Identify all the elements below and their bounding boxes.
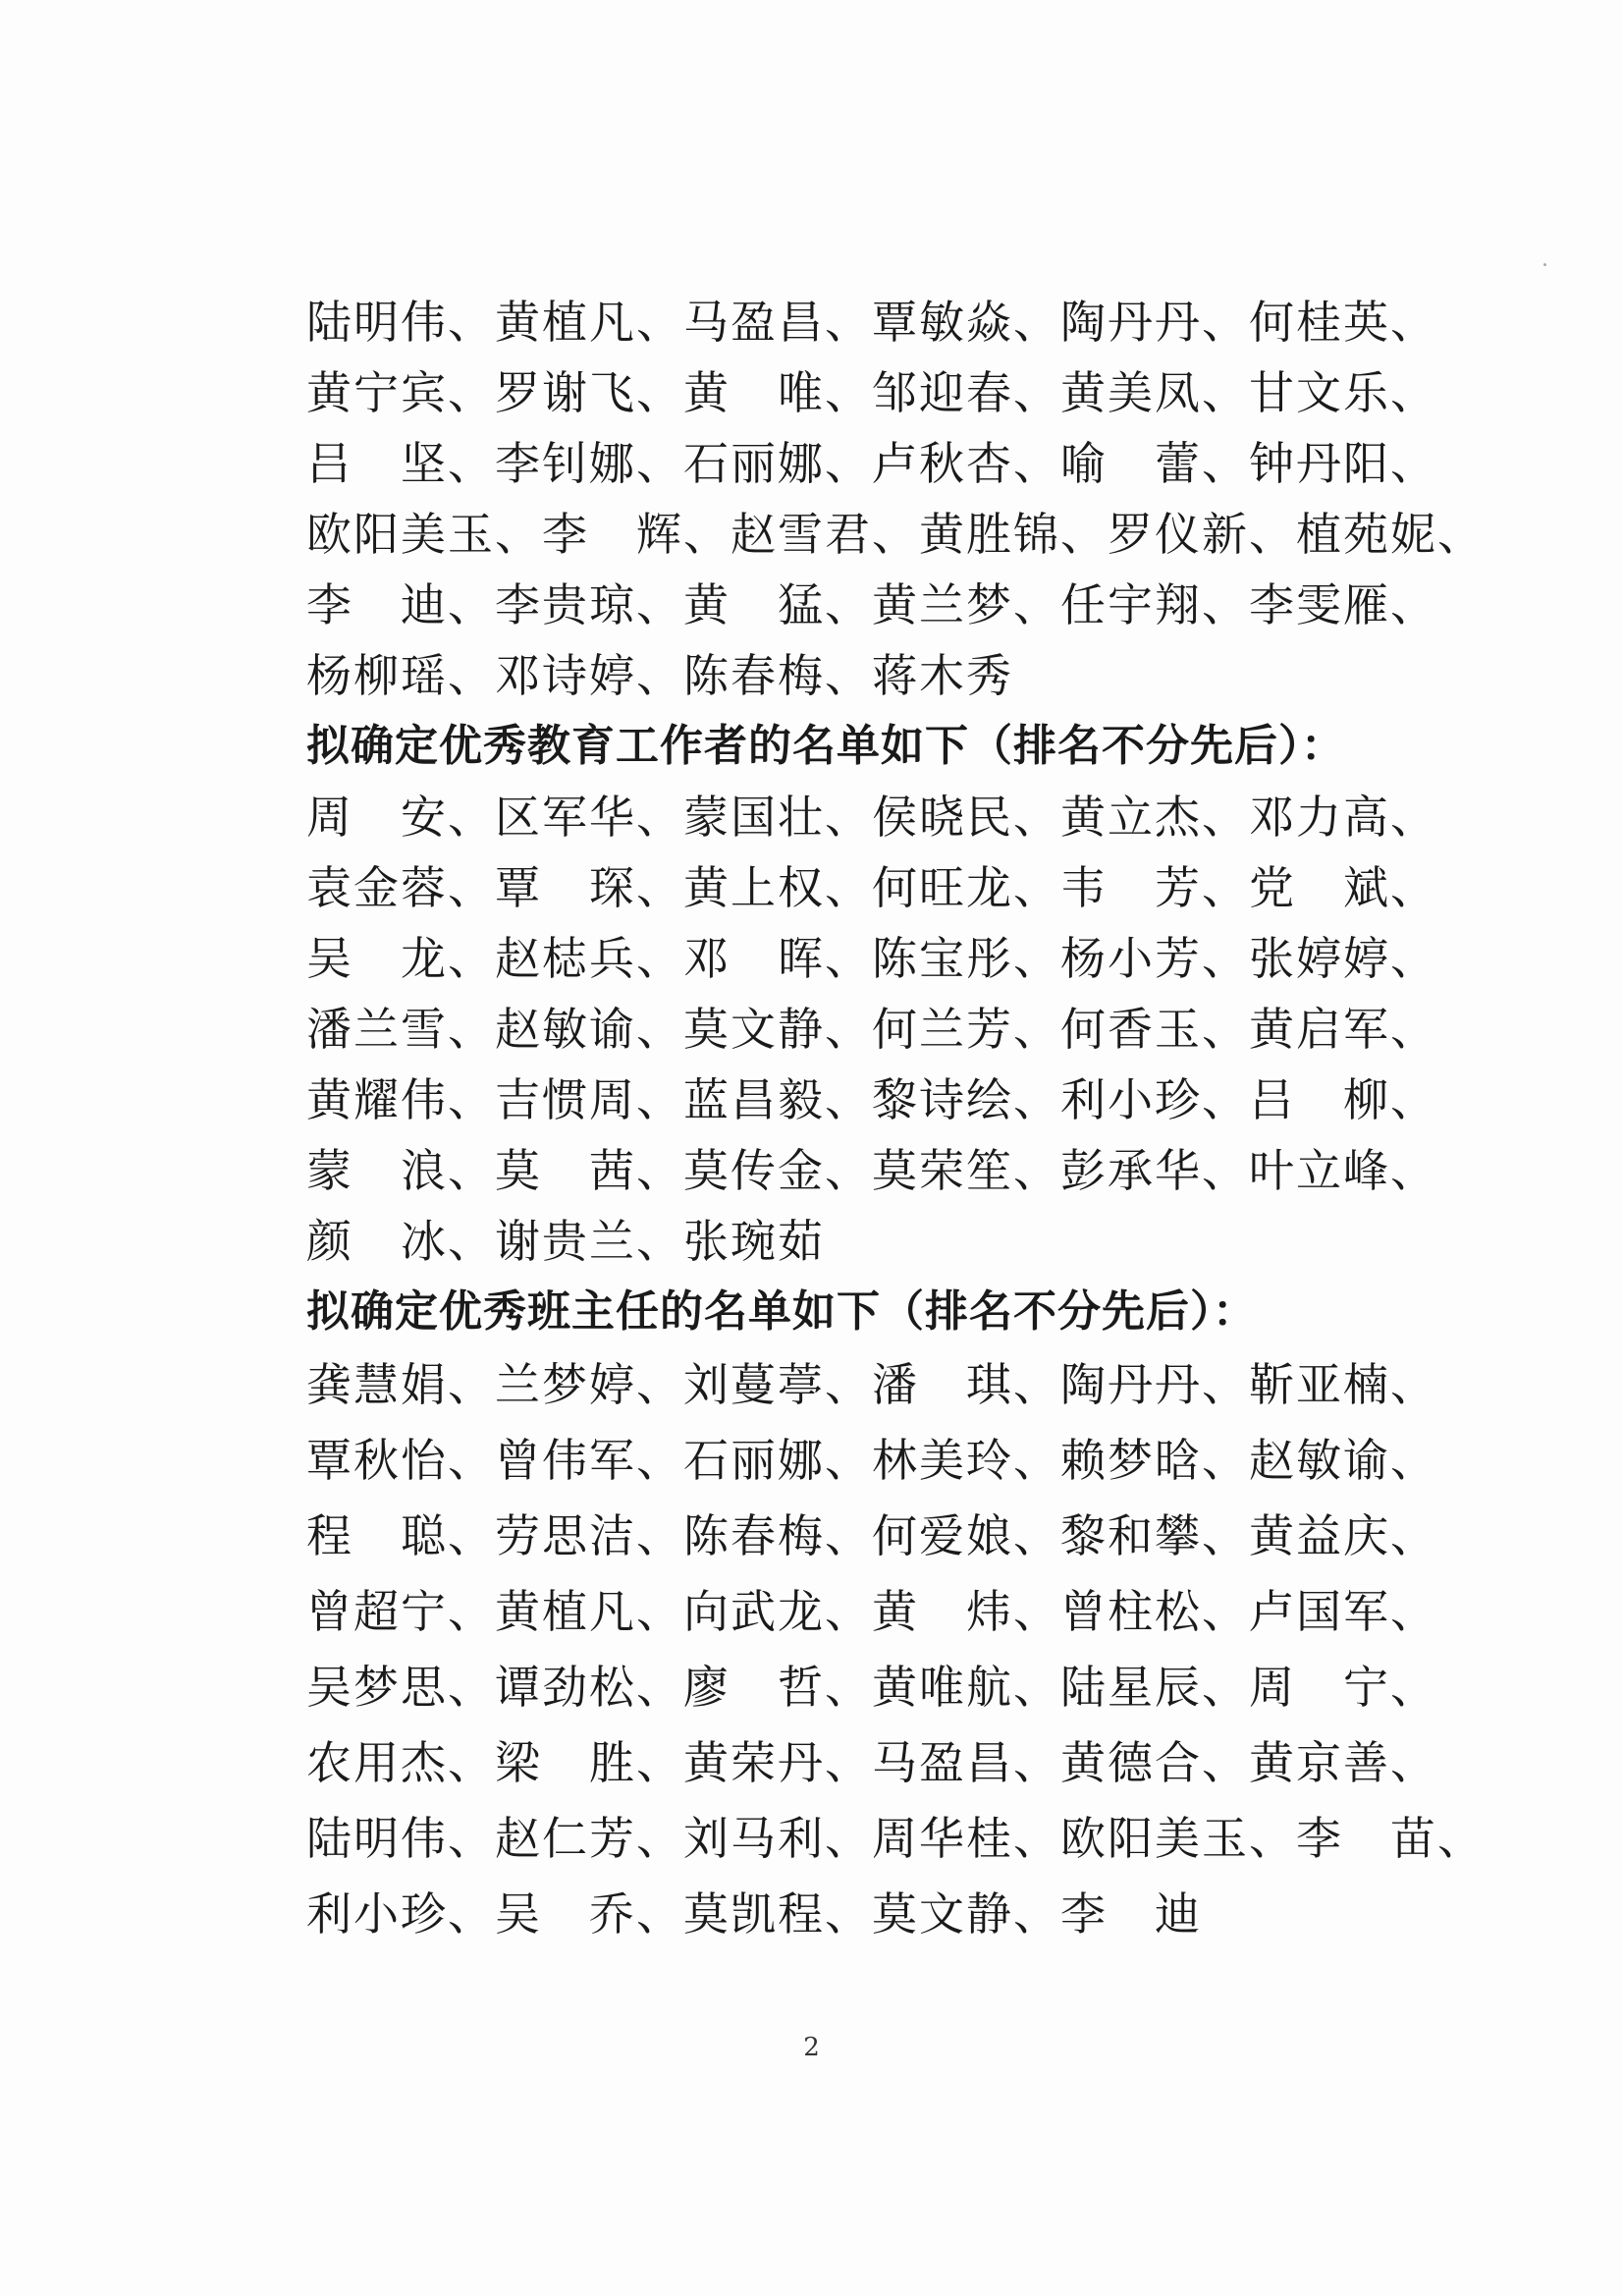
- name-line: 程 聪、劳思洁、陈春梅、何爱娘、黎和攀、黄益庆、: [306, 1509, 1437, 1562]
- section-excellent-educators: [306, 711, 1437, 1277]
- name-line: 龚慧娟、兰梦婷、刘蔓葶、潘 琪、陶丹丹、靳亚楠、: [306, 1358, 1437, 1411]
- page-number: 2: [803, 2033, 820, 2062]
- name-line: 黄宁宾、罗谢飞、黄 唯、邹迎春、黄美凤、甘文乐、: [306, 366, 1437, 419]
- name-line: 周 安、区军华、蒙国壮、侯晓民、黄立杰、邓力高、: [306, 791, 1437, 844]
- name-line: 欧阳美玉、李 辉、赵雪君、黄胜锦、罗仪新、植苑妮、: [306, 508, 1485, 561]
- name-line: 黄耀伟、吉惯周、蓝昌毅、黎诗绘、利小珍、吕 柳、: [306, 1073, 1437, 1126]
- name-line: 陆明伟、赵仁芳、刘马利、周华桂、欧阳美玉、李 苗、: [306, 1812, 1485, 1865]
- name-line: 利小珍、吴 乔、莫凯程、莫文静、李 迪: [306, 1887, 1202, 1941]
- section-heading-educators: 拟确定优秀教育工作者的名单如下（排名不分先后）：: [306, 721, 1345, 771]
- document-body: [306, 287, 1485, 1952]
- name-line: 蒙 浪、莫 茜、莫传金、莫荣笙、彭承华、叶立峰、: [306, 1144, 1437, 1197]
- name-line: 颜 冰、谢贵兰、张琬茹: [306, 1215, 825, 1268]
- name-line: 吕 坚、李钊娜、石丽娜、卢秋杏、喻 蕾、钟丹阳、: [306, 437, 1437, 490]
- section-excellent-class-teachers: [306, 1277, 1485, 1952]
- name-line: 陆明伟、黄植凡、马盈昌、覃敏焱、陶丹丹、何桂英、: [306, 296, 1437, 349]
- name-line: 袁金蓉、覃 琛、黄上权、何旺龙、韦 芳、党 斌、: [306, 861, 1437, 914]
- name-line: 杨柳瑶、邓诗婷、陈春梅、蒋木秀: [306, 649, 1013, 702]
- name-line: 李 迪、李贵琼、黄 猛、黄兰梦、任宇翔、李雯雁、: [306, 578, 1437, 631]
- section-heading-class-teachers: 拟确定优秀班主任的名单如下（排名不分先后）：: [306, 1286, 1257, 1337]
- name-line: 农用杰、梁 胜、黄荣丹、马盈昌、黄德合、黄京善、: [306, 1736, 1437, 1789]
- name-line: 吴梦思、谭劲松、廖 哲、黄唯航、陆星辰、周 宁、: [306, 1661, 1437, 1714]
- name-line: 潘兰雪、赵敏谕、莫文静、何兰芳、何香玉、黄启军、: [306, 1003, 1437, 1056]
- scan-speck: [1543, 263, 1546, 266]
- section-name-list-1: [306, 287, 1485, 711]
- name-line: 覃秋怡、曾伟军、石丽娜、林美玲、赖梦晗、赵敏谕、: [306, 1434, 1437, 1487]
- name-line: 曾超宁、黄植凡、向武龙、黄 炜、曾柱松、卢国军、: [306, 1585, 1437, 1638]
- name-line: 吴 龙、赵梽兵、邓 晖、陈宝彤、杨小芳、张婷婷、: [306, 932, 1437, 985]
